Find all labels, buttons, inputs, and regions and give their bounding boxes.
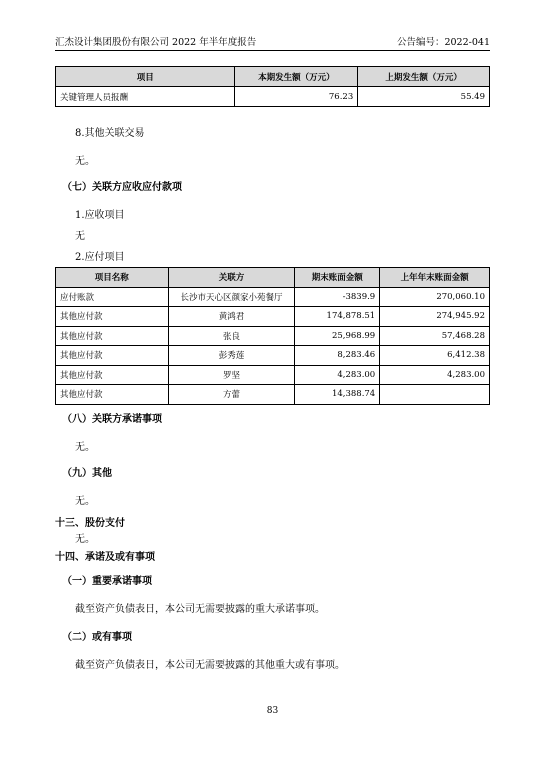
table-cell: 方蕾 <box>168 385 295 405</box>
table-cell <box>380 385 490 405</box>
table-row <box>56 326 490 346</box>
table-cell: 8,283.46 <box>295 346 380 366</box>
section-14-title: 十四、承诺及或有事项 <box>55 552 155 563</box>
table-cell: 长沙市天心区颜家小苑餐厅 <box>168 287 295 307</box>
column-header: 本期发生额（万元） <box>235 67 358 87</box>
column-header: 关联方 <box>168 268 295 288</box>
table-row <box>56 307 490 327</box>
table-cell: 174,878.51 <box>295 307 380 327</box>
table-row <box>56 87 490 107</box>
payables-title: 2.应付项目 <box>75 252 125 263</box>
table-row <box>56 385 490 405</box>
table-cell: 270,060.10 <box>380 287 490 307</box>
table-cell: 其他应付款 <box>56 385 169 405</box>
receivables-body: 无 <box>75 231 85 242</box>
compensation-table <box>55 66 490 107</box>
column-header: 期末账面金额 <box>295 268 380 288</box>
table-cell: 57,468.28 <box>380 326 490 346</box>
section-13-body: 无。 <box>75 534 95 545</box>
section-8b-title: （八）关联方承诺事项 <box>62 414 162 425</box>
table-cell: 55.49 <box>358 87 490 107</box>
header-announcement-number: 公告编号：2022-041 <box>396 37 490 48</box>
table-cell: 应付账款 <box>56 287 169 307</box>
table-cell: 其他应付款 <box>56 365 169 385</box>
table-cell: 其他应付款 <box>56 346 169 366</box>
table-row <box>56 346 490 366</box>
table-cell: 25,968.99 <box>295 326 380 346</box>
table-cell: 张良 <box>168 326 295 346</box>
table-row <box>56 365 490 385</box>
table-cell: 彭秀莲 <box>168 346 295 366</box>
column-header: 项目 <box>56 67 235 87</box>
table-cell: -3839.9 <box>295 287 380 307</box>
section-14b-body: 截至资产负债表日，本公司无需要披露的其他重大或有事项。 <box>75 660 345 671</box>
table-cell: 14,388.74 <box>295 385 380 405</box>
page-number: 83 <box>266 706 279 716</box>
payables-table <box>55 267 490 405</box>
table-cell: 76.23 <box>235 87 358 107</box>
table-header-row <box>56 67 490 87</box>
header-divider <box>55 50 490 51</box>
table-cell: 4,283.00 <box>295 365 380 385</box>
receivables-title: 1.应收项目 <box>75 210 125 221</box>
table-row <box>56 287 490 307</box>
header-company-title: 汇杰设计集团股份有限公司 2022 年半年度报告 <box>55 37 257 48</box>
table-cell: 罗坚 <box>168 365 295 385</box>
section-8b-body: 无。 <box>75 442 95 453</box>
column-header: 上期发生额（万元） <box>358 67 490 87</box>
section-13-title: 十三、股份支付 <box>55 518 125 529</box>
table-cell: 黄鸿君 <box>168 307 295 327</box>
section-14b-title: （二）或有事项 <box>62 632 132 643</box>
table-cell: 6,412.38 <box>380 346 490 366</box>
section-9-body: 无。 <box>75 496 95 507</box>
table-cell: 关键管理人员报酬 <box>56 87 235 107</box>
section-7-title: （七）关联方应收应付款项 <box>62 182 182 193</box>
table-cell: 其他应付款 <box>56 307 169 327</box>
table-cell: 其他应付款 <box>56 326 169 346</box>
section-9-title: （九）其他 <box>62 468 112 479</box>
table-cell: 274,945.92 <box>380 307 490 327</box>
table-header-row <box>56 268 490 288</box>
section-8-body: 无。 <box>75 156 95 167</box>
table-cell: 4,283.00 <box>380 365 490 385</box>
section-8-title: 8.其他关联交易 <box>75 128 145 139</box>
section-14a-title: （一）重要承诺事项 <box>62 576 152 587</box>
section-14a-body: 截至资产负债表日，本公司无需要披露的重大承诺事项。 <box>75 604 325 615</box>
column-header: 项目名称 <box>56 268 169 288</box>
column-header: 上年年末账面金额 <box>380 268 490 288</box>
